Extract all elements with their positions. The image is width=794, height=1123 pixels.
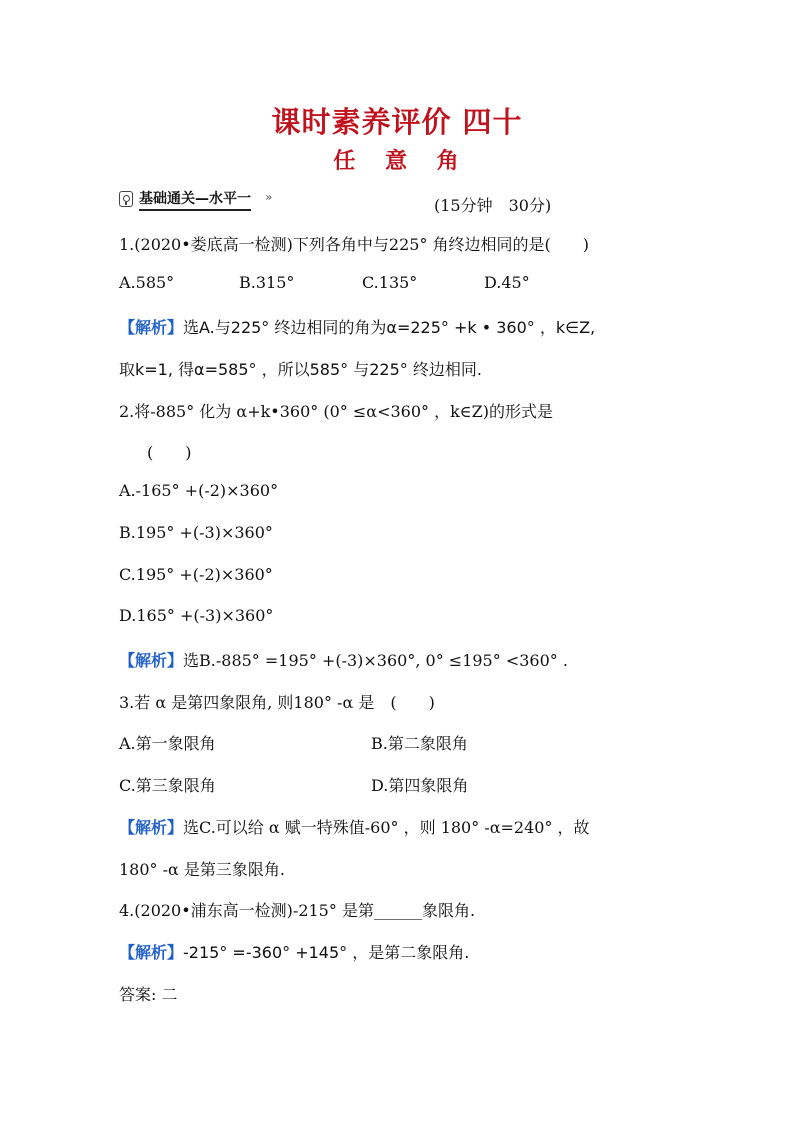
- question-3-explanation-cont: 180° -α 是第三象限角.: [119, 860, 286, 879]
- question-2-option-b: B.195° +(-3)×360°: [119, 523, 273, 542]
- question-3-option-d: D.第四象限角: [371, 776, 469, 795]
- question-1-option-a: A.585°: [119, 273, 175, 292]
- question-2-stem: 2.将-885° 化为 α+k•360° (0° ≤α<360° ，k∈Z)的形式是: [119, 402, 554, 421]
- explanation-tag: 【解析】: [119, 318, 184, 337]
- question-4-explanation: [119, 940, 469, 963]
- section-header: [119, 190, 279, 210]
- question-2-option-a: A.-165° +(-2)×360°: [119, 481, 279, 500]
- question-3-stem: 3.若 α 是第四象限角, 则180° -α 是 ( ): [119, 693, 435, 712]
- question-1-explanation-cont: 取k=1, 得α=585° ，所以585° 与225° 终边相同.: [119, 360, 482, 379]
- question-1-stem: 1.(2020•娄底高一检测)下列各角中与225° 角终边相同的是( ): [119, 235, 590, 254]
- question-2-option-d: D.165° +(-3)×360°: [119, 606, 274, 625]
- explanation-text: 选B.-885° =195° +(-3)×360°, 0° ≤195° <360° .: [183, 651, 568, 670]
- section-label: 基础通关—水平一: [139, 190, 251, 211]
- question-3-explanation: [119, 815, 590, 838]
- question-2-explanation: [119, 648, 568, 671]
- explanation-tag: 【解析】: [119, 818, 184, 837]
- question-1-explanation: [119, 315, 595, 338]
- explanation-tag: 【解析】: [119, 651, 184, 670]
- explanation-text: -215° =-360° +145° ，是第二象限角.: [183, 943, 470, 962]
- question-1-option-c: C.135°: [362, 273, 418, 292]
- explanation-tag: 【解析】: [119, 943, 184, 962]
- question-3-option-b: B.第二象限角: [371, 734, 468, 753]
- question-4-answer: 答案: 二: [119, 985, 178, 1004]
- page-title: 课时素养评价 四十: [271, 105, 523, 139]
- double-chevron-icon: »: [265, 190, 273, 204]
- time-score-note: (15分钟 30分): [434, 196, 552, 215]
- explanation-text: 选C.可以给 α 赋一特殊值-60° ，则 180° -α=240° ，故: [183, 818, 590, 837]
- page-subtitle: 任 意 角: [333, 148, 461, 174]
- lightbulb-icon: [119, 191, 133, 207]
- question-2-answer-paren: ( ): [147, 443, 192, 462]
- question-3-option-a: A.第一象限角: [119, 734, 216, 753]
- question-4-stem: 4.(2020•浦东高一检测)-215° 是第______象限角.: [119, 901, 476, 920]
- question-3-option-c: C.第三象限角: [119, 776, 216, 795]
- question-2-option-c: C.195° +(-2)×360°: [119, 565, 273, 584]
- explanation-text: 选A.与225° 终边相同的角为α=225° +k • 360° ，k∈Z,: [183, 318, 596, 337]
- question-1-option-d: D.45°: [484, 273, 530, 292]
- question-1-option-b: B.315°: [239, 273, 295, 292]
